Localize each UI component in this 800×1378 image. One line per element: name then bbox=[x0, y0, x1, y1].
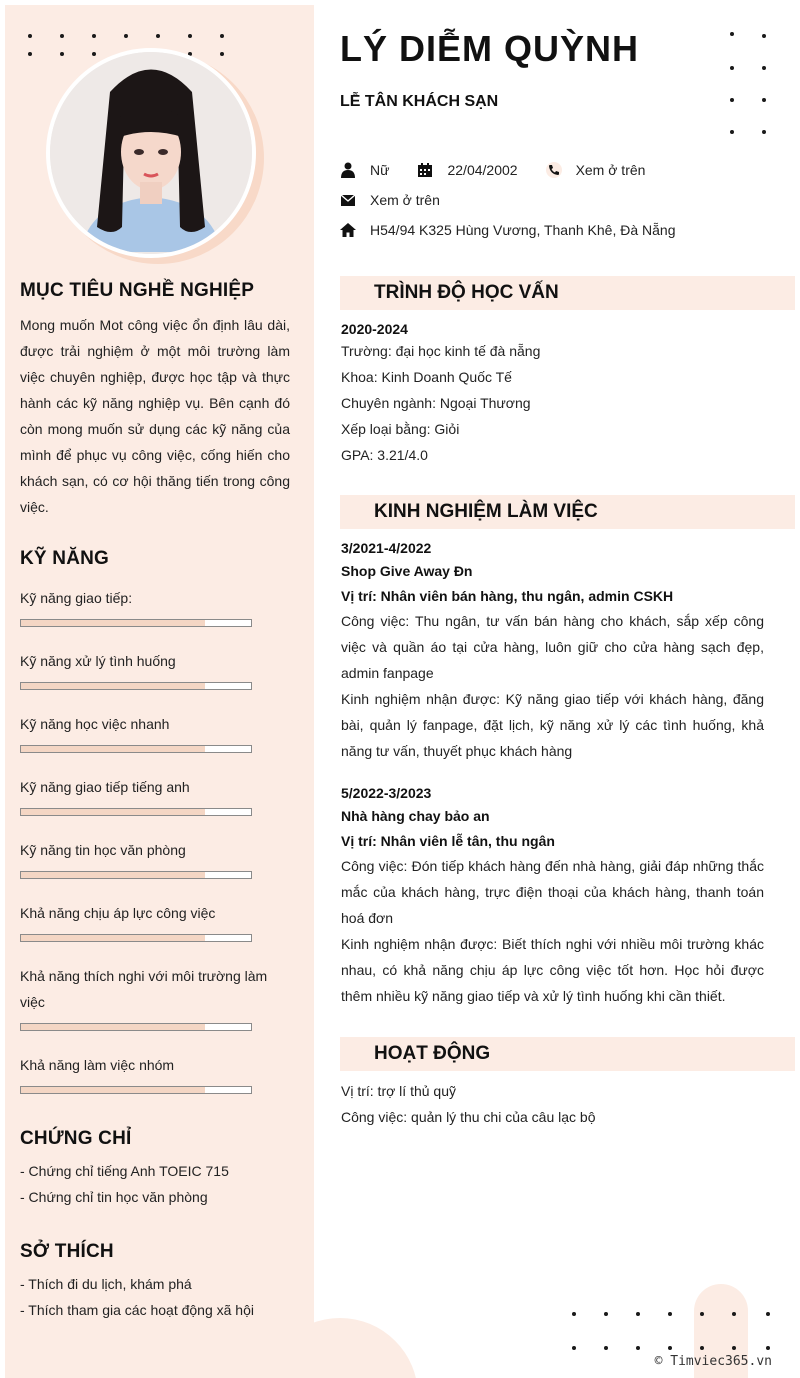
activities-header bbox=[340, 1037, 795, 1071]
skill-item bbox=[20, 585, 260, 611]
skill-bar-fill bbox=[21, 683, 205, 689]
skill-label: Khả năng thích nghi với môi trường làm việc bbox=[20, 968, 268, 1010]
certificates-title: CHỨNG CHỈ bbox=[20, 1128, 132, 1149]
phone-info bbox=[546, 162, 646, 178]
skill-bar-fill bbox=[21, 872, 205, 878]
person-icon bbox=[340, 162, 356, 178]
skill-label: Kỹ năng giao tiếp tiếng anh bbox=[20, 779, 190, 795]
skill-label: Khả năng làm việc nhóm bbox=[20, 1057, 175, 1073]
job-position: Vị trí: Nhân viên lễ tân, thu ngân bbox=[341, 833, 555, 849]
dob-value: 22/04/2002 bbox=[447, 162, 518, 178]
job-company: Nhà hàng chay bảo an bbox=[341, 808, 490, 824]
hobby-item: - Thích đi du lịch, khám phá bbox=[20, 1276, 192, 1292]
job-title: LỄ TÂN KHÁCH SẠN bbox=[340, 93, 499, 110]
job-work: Công việc: Thu ngân, tư vấn bán hàng cho khách, sắp xếp công việc và quần áo tại cửa hàng, luôn giữ cho cửa hàng sạch đẹp, admin fanpage bbox=[341, 613, 764, 681]
skill-item bbox=[20, 711, 260, 737]
profile-photo bbox=[46, 48, 256, 258]
education-period: 2020-2024 bbox=[341, 321, 408, 337]
skill-bar bbox=[20, 934, 252, 942]
education-line: Xếp loại bằng: Giỏi bbox=[341, 421, 460, 437]
education-line: Khoa: Kinh Doanh Quốc Tế bbox=[341, 369, 512, 385]
info-row-1 bbox=[340, 162, 673, 178]
skill-item bbox=[20, 900, 260, 926]
calendar-icon bbox=[417, 162, 433, 178]
skills-title: KỸ NĂNG bbox=[20, 548, 110, 569]
skill-label: Kỹ năng xử lý tình huống bbox=[20, 653, 176, 669]
info-row-2 bbox=[340, 192, 468, 208]
skill-bar bbox=[20, 682, 252, 690]
hobby-item: - Thích tham gia các hoạt động xã hội bbox=[20, 1302, 254, 1318]
phone-icon bbox=[546, 162, 562, 178]
experience-job-1 bbox=[341, 538, 764, 764]
hobbies-section bbox=[20, 1241, 290, 1323]
education-body bbox=[341, 320, 764, 468]
education-line: Chuyên ngành: Ngoại Thương bbox=[341, 395, 531, 411]
job-learned: Kinh nghiệm nhận được: Biết thích nghi với nhiều môi trường khác nhau, có khả năng chịu áp lực công việc tốt hơn. Học hỏi được thêm nhiều kỹ năng giao tiếp và xử lý tình huống khi cần thiết. bbox=[341, 936, 764, 1004]
skill-label: Kỹ năng tin học văn phòng bbox=[20, 842, 186, 858]
skill-item bbox=[20, 774, 260, 800]
email-value: Xem ở trên bbox=[370, 192, 440, 208]
skill-item bbox=[20, 837, 260, 863]
home-icon bbox=[340, 222, 356, 238]
address-value: H54/94 K325 Hùng Vương, Thanh Khê, Đà Nẵng bbox=[370, 222, 676, 238]
skill-bar bbox=[20, 745, 252, 753]
mail-icon bbox=[340, 192, 356, 208]
skill-bar bbox=[20, 619, 252, 627]
info-row-3 bbox=[340, 222, 704, 238]
full-name: LÝ DIỄM QUỲNH bbox=[340, 28, 640, 69]
education-line: Trường: đại học kinh tế đà nẵng bbox=[341, 343, 541, 359]
skill-bar bbox=[20, 871, 252, 879]
activities-title: HOẠT ĐỘNG bbox=[374, 1043, 491, 1064]
gender-value: Nữ bbox=[370, 162, 390, 178]
email-info bbox=[340, 192, 440, 208]
address-info bbox=[340, 222, 676, 238]
certificate-item: - Chứng chỉ tiếng Anh TOEIC 715 bbox=[20, 1163, 229, 1179]
education-header bbox=[340, 276, 795, 310]
objective-section bbox=[20, 280, 290, 520]
skills-section bbox=[20, 548, 290, 570]
skill-bar-fill bbox=[21, 746, 205, 752]
skill-bar bbox=[20, 808, 252, 816]
skill-bar-fill bbox=[21, 1087, 205, 1093]
skill-bar-fill bbox=[21, 620, 205, 626]
hobbies-title: SỞ THÍCH bbox=[20, 1241, 114, 1262]
skill-bar-fill bbox=[21, 1024, 205, 1030]
objective-text: Mong muốn Mot công việc ổn định lâu dài, được trải nghiệm ở một môi trường làm việc chuyên nghiệp, được học tập và thực hành các kỹ năng nghiệp vụ. Bên cạnh đó còn mong muốn sử dụng các kỹ năng của mình để phục vụ công việc, cống hiến cho khách sạn, có cơ hội thăng tiến trong công việc. bbox=[20, 317, 290, 515]
objective-title: MỤC TIÊU NGHỀ NGHIỆP bbox=[20, 280, 255, 301]
activity-line: Công việc: quản lý thu chi của câu lạc bộ bbox=[341, 1109, 596, 1125]
job-period: 3/2021-4/2022 bbox=[341, 540, 432, 556]
skill-bar bbox=[20, 1023, 252, 1031]
skill-item bbox=[20, 648, 260, 674]
experience-title: KINH NGHIỆM LÀM VIỆC bbox=[374, 501, 598, 522]
skill-item bbox=[20, 963, 280, 1015]
phone-value: Xem ở trên bbox=[575, 162, 646, 178]
job-position: Vị trí: Nhân viên bán hàng, thu ngân, admin CSKH bbox=[341, 588, 674, 604]
job-period: 5/2022-3/2023 bbox=[341, 785, 432, 801]
decor-dots-top-right bbox=[726, 28, 776, 138]
education-title: TRÌNH ĐỘ HỌC VẤN bbox=[374, 282, 559, 303]
job-work: Công việc: Đón tiếp khách hàng đến nhà hàng, giải đáp những thắc mắc của khách hàng, trực điện thoại của khách hàng, thanh toán hoá đơn bbox=[341, 858, 764, 926]
education-line: GPA: 3.21/4.0 bbox=[341, 447, 428, 463]
watermark: © Timviec365.vn bbox=[654, 1354, 772, 1369]
job-company: Shop Give Away Đn bbox=[341, 563, 473, 579]
skill-bar-fill bbox=[21, 809, 205, 815]
certificates-section bbox=[20, 1128, 290, 1210]
skill-label: Kỹ năng giao tiếp: bbox=[20, 590, 133, 606]
experience-header bbox=[340, 495, 795, 529]
activity-line: Vị trí: trợ lí thủ quỹ bbox=[341, 1083, 456, 1099]
certificate-item: - Chứng chỉ tin học văn phòng bbox=[20, 1189, 208, 1205]
decor-dots-bottom-right bbox=[570, 1310, 780, 1350]
activities-body bbox=[341, 1078, 764, 1130]
experience-job-2 bbox=[341, 783, 764, 1009]
skill-label: Kỹ năng học việc nhanh bbox=[20, 716, 170, 732]
skill-bar bbox=[20, 1086, 252, 1094]
skill-label: Khả năng chịu áp lực công việc bbox=[20, 905, 216, 921]
skill-bar-fill bbox=[21, 935, 205, 941]
portrait-illustration bbox=[50, 52, 252, 254]
skill-item bbox=[20, 1052, 260, 1078]
dob-info bbox=[417, 162, 517, 178]
gender-info bbox=[340, 162, 389, 178]
job-learned: Kinh nghiệm nhận được: Kỹ năng giao tiếp với khách hàng, đăng bài, quản lý fanpage, đặt lịch, kỹ năng xử lý các tình huống, khả năng tư vấn, thuyết phục khách hàng bbox=[341, 691, 764, 759]
